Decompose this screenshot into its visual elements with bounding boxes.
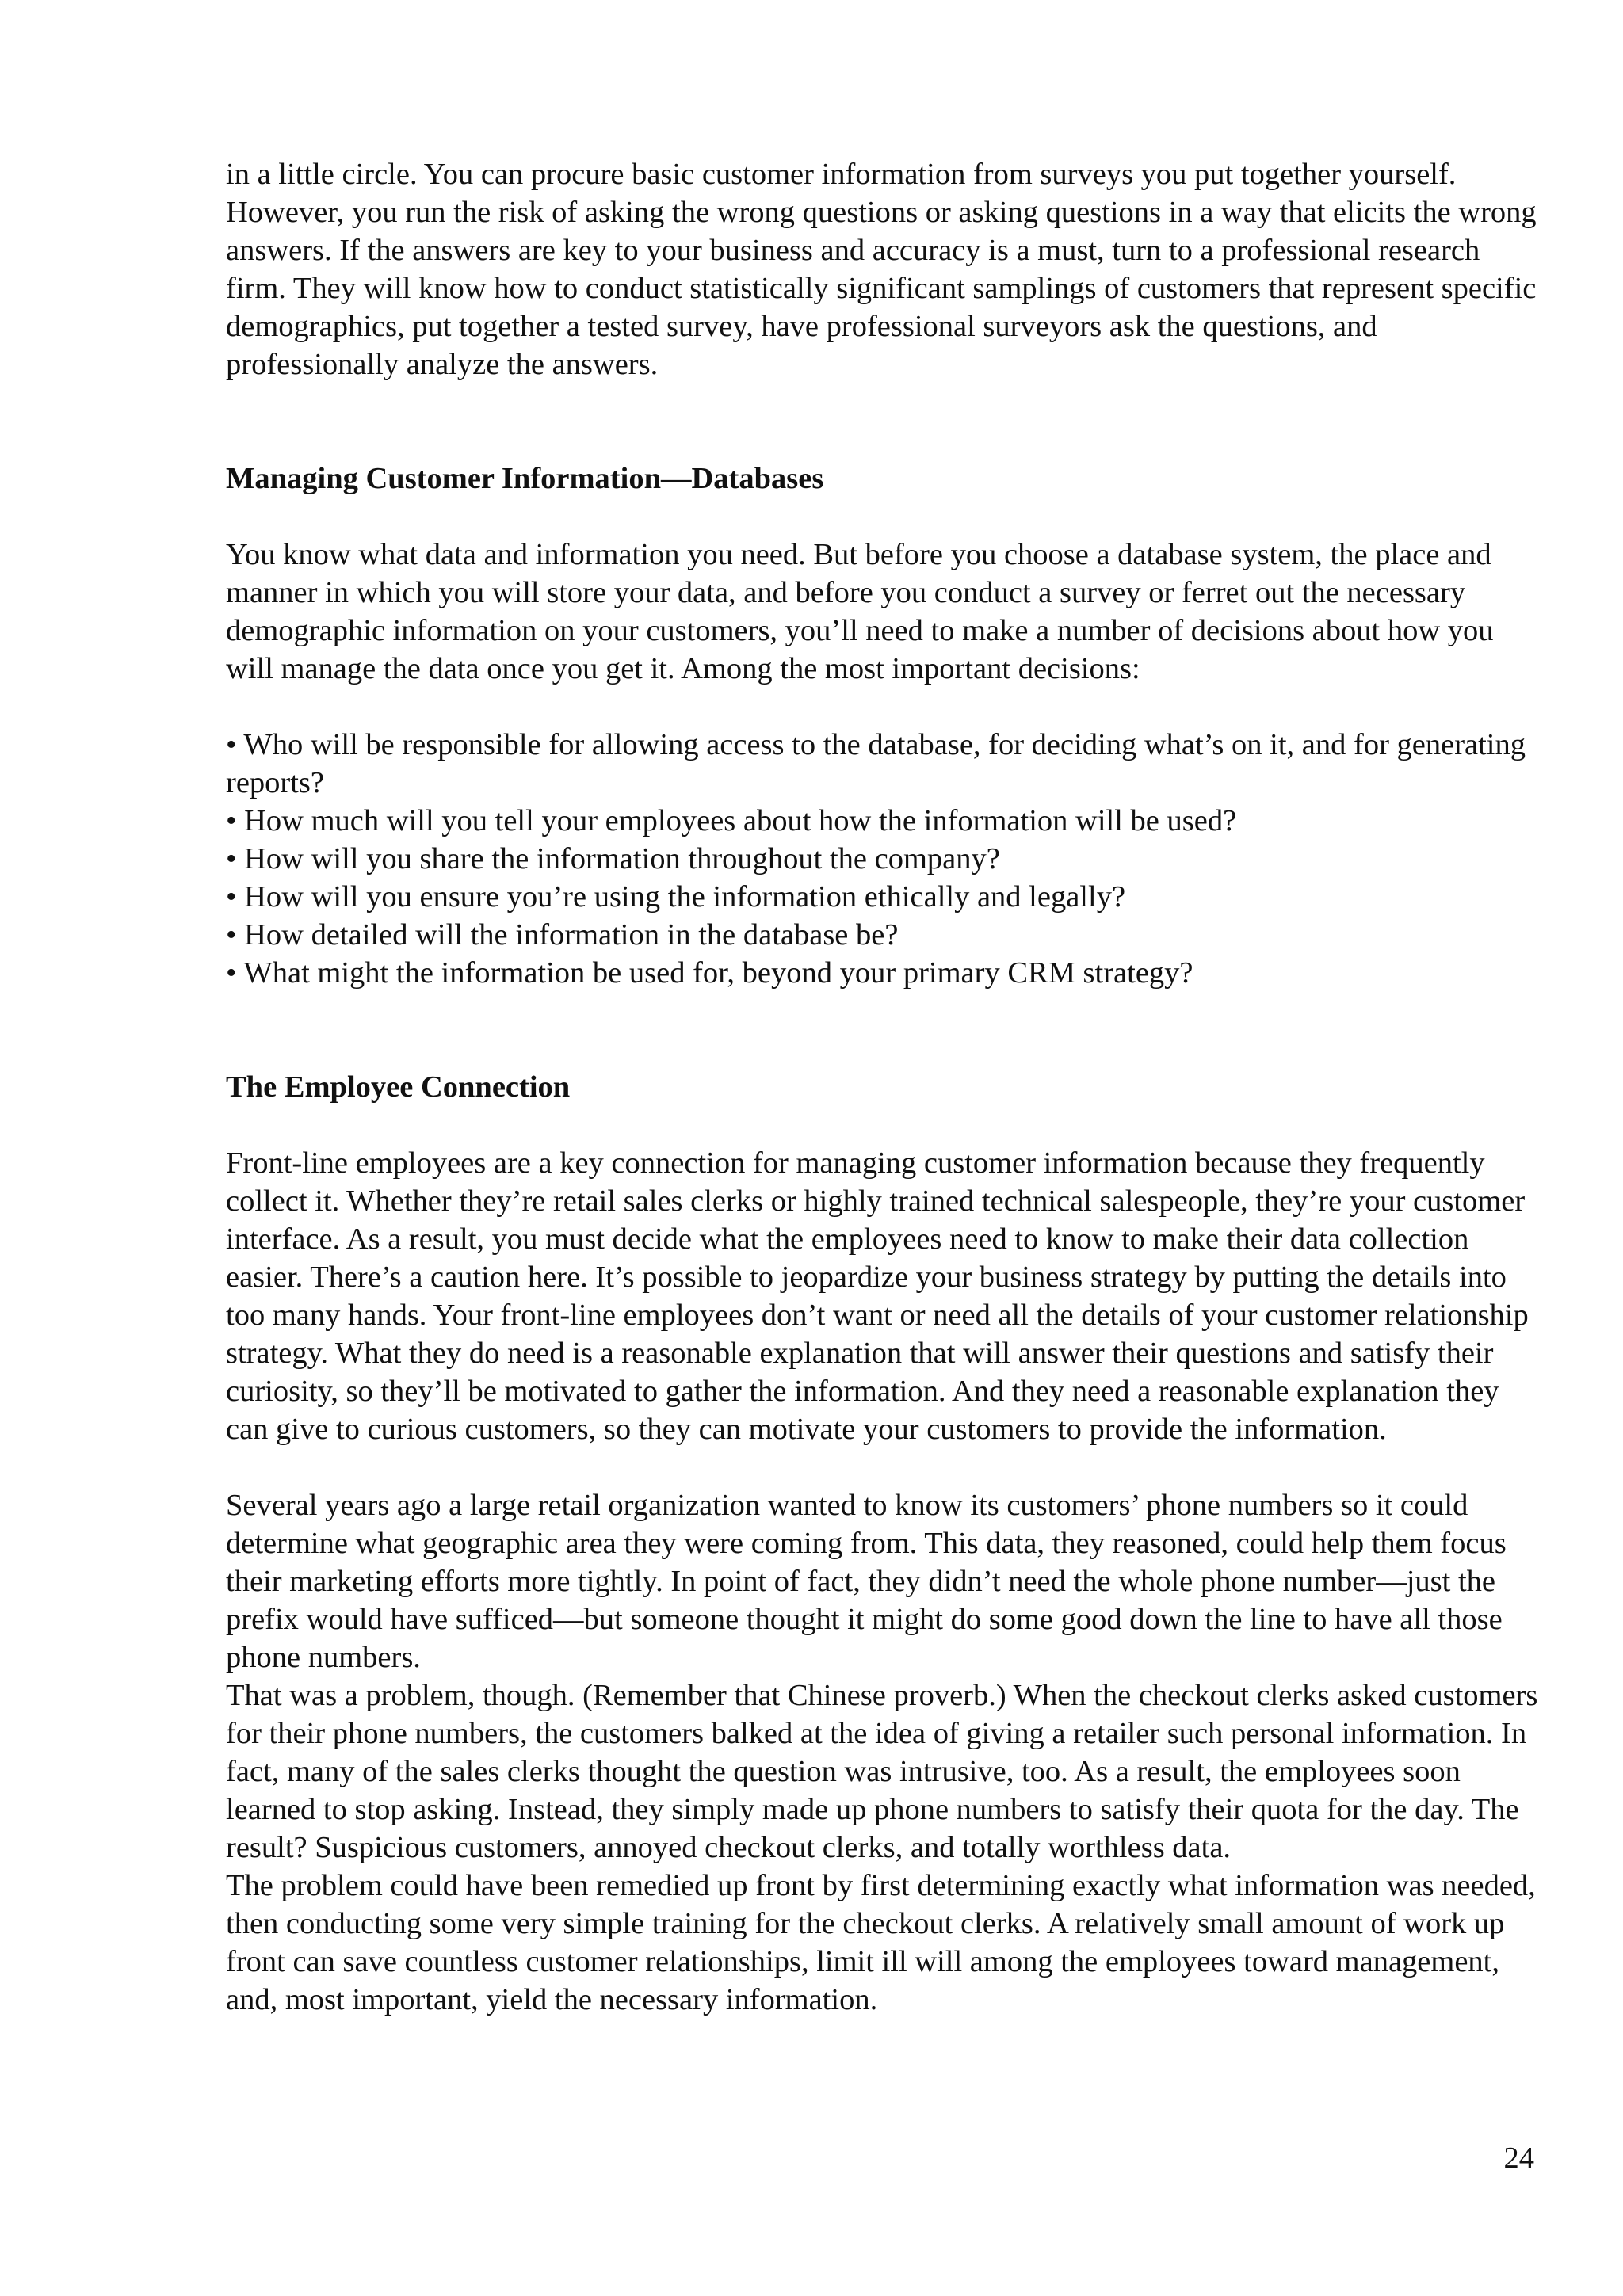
page-number: 24 (1503, 2142, 1534, 2175)
list-item: • How will you share the information throughout the company? (226, 842, 1000, 875)
decisions-list (226, 726, 1541, 992)
employee-paragraph: Front-line employees are a key connection for managing customer information because they frequently collect it. Whether they’re retail sales clerks or highly trained technical salespeople, they’re your customer interface. As a result, you must decide what the employees need to know to make their data collection easier. There’s a caution here. It’s possible to jeopardize your business strategy by putting the details into too many hands. Your front-line employees don’t want or need all the details of your customer relationship strategy. What they do need is a reasonable explanation that will answer their questions and satisfy their curiosity, so they’ll be motivated to gather the information. And they need a reasonable explanation they can give to curious customers, so they can motivate your customers to provide the information. (226, 1146, 1529, 1446)
list-item: • How detailed will the information in the database be? (226, 918, 899, 952)
paragraph-spacer (226, 1106, 1541, 1144)
list-item: • What might the information be used for, beyond your primary CRM strategy? (226, 956, 1193, 990)
employee-paragraph: Several years ago a large retail organization wanted to know its customers’ phone numbers so it could determine what geographic area they were coming from. This data, they reasoned, could help them focus their marketing efforts more tightly. In point of fact, they didn’t need the whole phone number—just the prefix would have sufficed—but someone thought it might do some good down the line to have all those phone numbers. (226, 1489, 1507, 1674)
list-item: • How much will you tell your employees about how the information will be used? (226, 804, 1237, 837)
paragraph-spacer (226, 498, 1541, 536)
section-spacer (226, 383, 1541, 460)
paragraph-spacer (226, 688, 1541, 726)
section-heading-databases: Managing Customer Information—Databases (226, 462, 824, 495)
databases-paragraph: You know what data and information you need. But before you choose a database system, the place and manner in which you will store your data, and before you conduct a survey or ferret out the necessary demographic information on your customers, you’ll need to make a number of decisions about how you will manage the data once you get it. Among the most important decisions: (226, 538, 1494, 685)
employee-paragraph: The problem could have been remedied up front by first determining exactly what information was needed, then conducting some very simple training for the checkout clerks. A relatively small amount of work up front can save countless customer relationships, limit ill will among the employees toward management, and, most important, yield the necessary information. (226, 1869, 1536, 2016)
employee-paragraph: That was a problem, though. (Remember that Chinese proverb.) When the checkout clerks asked customers for their phone numbers, the customers balked at the idea of giving a retailer such personal information. In fact, many of the sales clerks thought the question was intrusive, too. As a result, the employees soon learned to stop asking. Instead, they simply made up phone numbers to satisfy their quota for the day. The result? Suspicious customers, annoyed checkout clerks, and totally worthless data. (226, 1679, 1538, 1864)
list-item: • Who will be responsible for allowing access to the database, for deciding what’s on it, and for generating reports? (226, 728, 1526, 799)
page-body (226, 155, 1541, 2019)
list-item: • How will you ensure you’re using the information ethically and legally? (226, 880, 1126, 913)
section-spacer (226, 992, 1541, 1068)
intro-paragraph: in a little circle. You can procure basic customer information from surveys you put together yourself. However, you run the risk of asking the wrong questions or asking questions in a way that elicits the wrong answers. If the answers are key to your business and accuracy is a must, turn to a professional research firm. They will know how to conduct statistically significant samplings of customers that represent specific demographics, put together a tested survey, have professional surveyors ask the questions, and professionally analyze the answers. (226, 158, 1537, 381)
paragraph-spacer (226, 1448, 1541, 1486)
section-heading-employee: The Employee Connection (226, 1070, 571, 1104)
